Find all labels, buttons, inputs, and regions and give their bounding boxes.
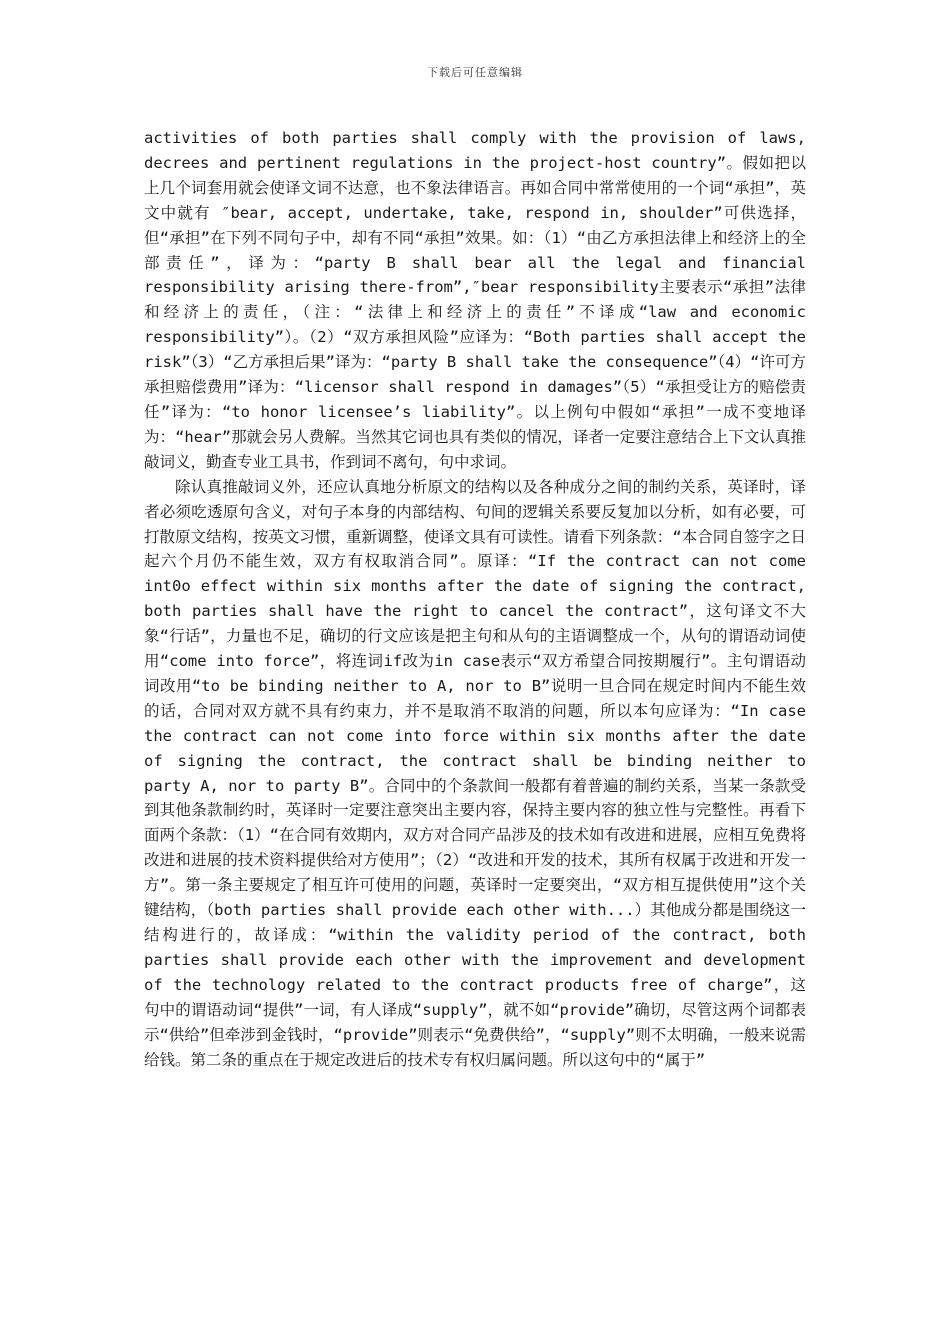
paragraph-continued: activities of both parties shall comply with the provision of laws, decrees and pertinent regulations in the project-host country”。假如把以上几个词套用就会使译文词不达意，也不象法律语言。再如合同中常常使用的一个词“承担”，英文中就有 ″bear, accept, undertake, take, respond in, shoulder”可供选择，但“承担”在下列不同句子中，却有不同“承担”效果。如：（1）“由乙方承担法律上和经济上的全部责任”，译为：“party B shall bear all the legal and financial responsibility arising there-from”,″bear responsibility主要表示“承担”法律和经济上的责任，（注：“法律上和经济上的责任”不译成“law and economic responsibility”）。（2）“双方承担风险”应译为：“Both parties shall accept the risk”（3）“乙方承担后果”译为：“party B shall take the consequence”（4）“许可方承担赔偿费用”译为：“licensor shall respond in damages”（5）“承担受让方的赔偿责任”译为：“to honor licensee’s liability”。以上例句中假如“承担”一成不变地译为：“hear”那就会另人费解。当然其它词也具有类似的情况，译者一定要注意结合上下文认真推敲词义，勤查专业工具书，作到词不离句，句中求词。 [144, 129, 807, 471]
paragraph: 除认真推敲词义外，还应认真地分析原文的结构以及各种成分之间的制约关系，英译时，译者必须吃透原句含义，对句子本身的内部结构、句间的逻辑关系要反复加以分析，如有必要，可打散原文结构，按英文习惯，重新调整，使译文具有可读性。请看下列条款：“本合同自签字之日起六个月仍不能生效，双方有权取消合同”。原译：“If the contract can not come int0o effect within six months after the date of signing the contract, both parties shall have the right to cancel the contract”，这句译文不大象“行话”，力量也不足，确切的行文应该是把主句和从句的主语调整成一个，从句的谓语动词使用“come into force”，将连词if改为in case表示“双方希望合同按期履行”。主句谓语动词改用“to be binding neither to A, nor to B”说明一旦合同在规定时间内不能生效的话，合同对双方就不具有约束力，并不是取消不取消的问题，所以本句应译为：“In case the contract can not come into force within six months after the date of signing the contract, the contract shall be binding neither to party A, nor to party B”。合同中的个条款间一般都有着普遍的制约关系，当某一条款受到其他条款制约时，英译时一定要注意突出主要内容，保持主要内容的独立性与完整性。再看下面两个条款：（1）“在合同有效期内，双方对合同产品涉及的技术如有改进和进展，应相互免费将改进和进展的技术资料提供给对方使用”；（2）“改进和开发的技术，其所有权属于改进和开发一方”。第一条主要规定了相互许可使用的问题，英译时一定要突出，“双方相互提供使用”这个关键结构，（both parties shall provide each other with...）其他成分都是围绕这一结构进行的，故译成：“within the validity period of the contract, both parties shall provide each other with the improvement and development of the technology related to the contract products free of charge”，这句中的谓语动词“提供”一词，有人译成“supply”，就不如“provide”确切，尽管这两个词都表示“供给”但牵涉到金钱时，“provide”则表示“免费供给”，“supply”则不太明确，一般来说需给钱。第二条的重点在于规定改进后的技术专有权归属问题。所以这句中的“属于” [144, 477, 806, 1069]
document-body [144, 126, 806, 1072]
page-header: 下载后可任意编辑 [427, 66, 523, 79]
